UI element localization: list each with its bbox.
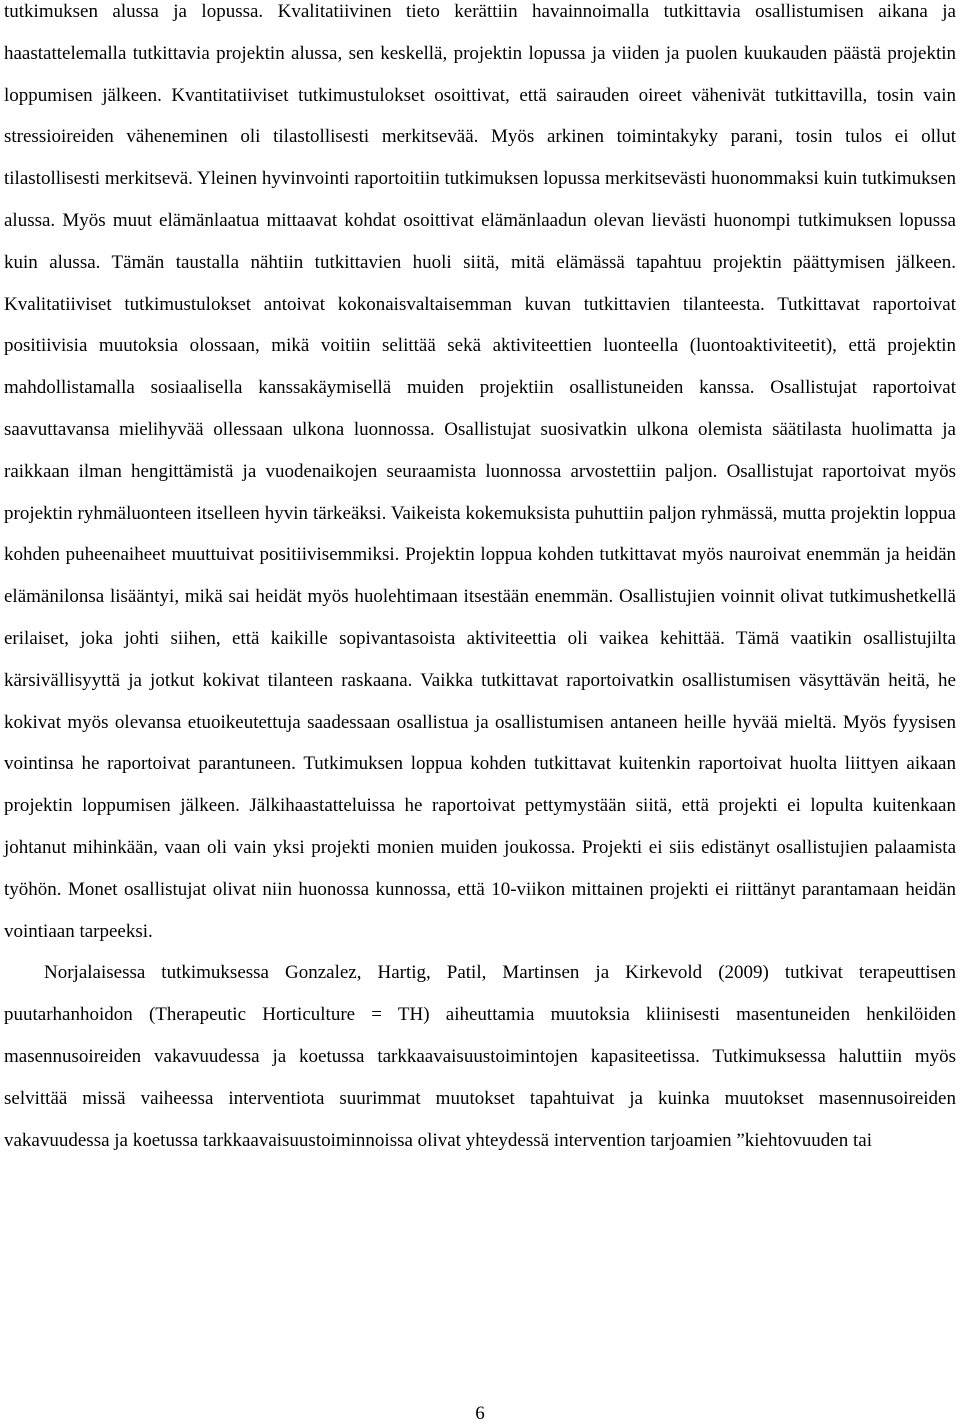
body-text xyxy=(4,0,956,1161)
page-number: 6 xyxy=(475,1403,485,1424)
paragraph-norwegian-study: Norjalaisessa tutkimuksessa Gonzalez, Hartig, Patil, Martinsen ja Kirkevold (2009) tutkivat terapeuttisen puutarhanhoidon (Therapeutic Horticulture = TH) aiheuttamia muutoksia kliinisesti masentuneiden henkilöiden masennusoireiden vakavuudessa ja koetussa tarkkaavaisuustoimintojen kapasiteetissa. Tutkimuksessa haluttiin myös selvittää missä vaiheessa interventiota suurimmat muutokset tapahtuivat ja kuinka muutokset masennusoireiden vakavuudessa ja koetussa tarkkaavaisuustoiminnoissa olivat yhteydessä intervention tarjoamien ”kiehtovuuden tai xyxy=(4,962,956,1151)
paragraph-continued: tutkimuksen alussa ja lopussa. Kvalitatiivinen tieto kerättiin havainnoimalla tutkittavia osallistumisen aikana ja haastattelemalla tutkittavia projektin alussa, sen keskellä, projektin lopussa ja viiden ja puolen kuukauden päästä projektin loppumisen jälkeen. Kvantitatiiviset tutkimustulokset osoittivat, että sairauden oireet vähenivät tutkittavilla, tosin vain stressioireiden väheneminen oli tilastollisesti merkitsevää. Myös arkinen toimintakyky parani, tosin tulos ei ollut tilastollisesti merkitsevä. Yleinen hyvinvointi raportoitiin tutkimuksen lopussa merkitsevästi huonommaksi kuin tutkimuksen alussa. Myös muut elämänlaatua mittaavat kohdat osoittivat elämänlaadun olevan lievästi huonompi tutkimuksen lopussa kuin alussa. Tämän taustalla nähtiin tutkittavien huoli siitä, mitä elämässä tapahtuu projektin päättymisen jälkeen. Kvalitatiiviset tutkimustulokset antoivat kokonaisvaltaisemman kuvan tutkittavien tilanteesta. Tutkittavat raportoivat positiivisia muutoksia olossaan, mikä voitiin selittää sekä aktiviteettien luonteella (luontoaktiviteetit), että projektin mahdollistamalla sosiaalisella kanssakäymisellä muiden projektiin osallistuneiden kanssa. Osallistujat raportoivat saavuttavansa mielihyvää ollessaan ulkona luonnossa. Osallistujat suosivatkin ulkona olemista säätilasta huolimatta ja raikkaan ilman hengittämistä ja vuodenaikojen seuraamista luonnossa arvostettiin paljon. Osallistujat raportoivat myös projektin ryhmäluonteen itselleen hyvin tärkeäksi. Vaikeista kokemuksista puhuttiin paljon ryhmässä, mutta projektin loppua kohden puheenaiheet muuttuivat positiivisemmiksi. Projektin loppua kohden tutkittavat myös nauroivat enemmän ja heidän elämänilonsa lisääntyi, mikä sai heidät myös huolehtimaan itsestään enemmän. Osallistujien voinnit olivat tutkimushetkellä erilaiset, joka johti siihen, että kaikille sopivantasoista aktiviteettia oli vaikea kehittää. Tämä vaatikin osallistujilta kärsivällisyyttä ja jotkut kokivat tilanteen raskaana. Vaikka tutkittavat raportoivatkin osallistumisen väsyttävän heitä, he kokivat myös olevansa etuoikeutettuja saadessaan osallistua ja osallistumisen antaneen heille hyvää mieltä. Myös fyysisen vointinsa he raportoivat parantuneen. Tutkimuksen loppua kohden tutkittavat kuitenkin raportoivat huolta liittyen aikaan projektin loppumisen jälkeen. Jälkihaastatteluissa he raportoivat pettymystään siitä, että projekti ei lopulta kuitenkaan johtanut mihinkään, vaan oli vain yksi projekti monien muiden joukossa. Projekti ei siis edistänyt osallistujien palaamista työhön. Monet osallistujat olivat niin huonossa kunnossa, että 10-viikon mittainen projekti ei riittänyt parantamaan heidän vointiaan tarpeeksi. xyxy=(4,1,956,942)
